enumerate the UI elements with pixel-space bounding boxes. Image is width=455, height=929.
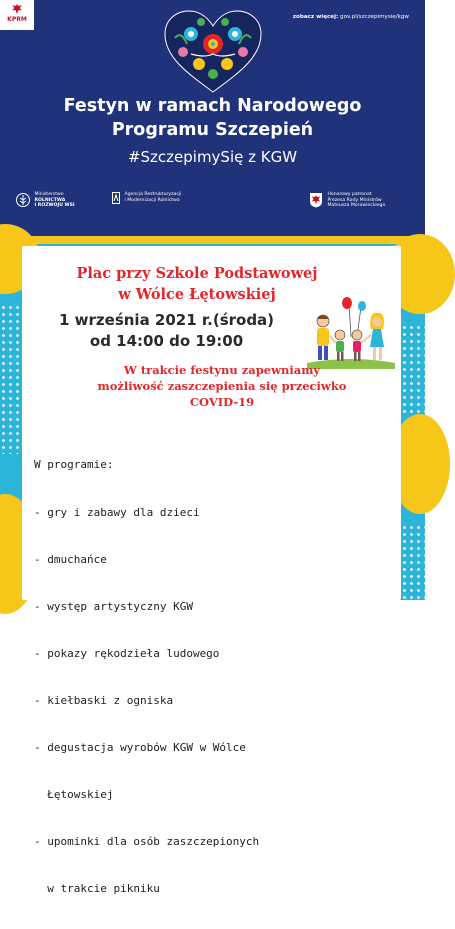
event-place-line2: w Wólce Łętowskiej [118, 286, 276, 303]
ministry-logo [16, 192, 75, 209]
ministry-wheat-icon [16, 192, 30, 208]
program-item: - kiełbaski z ogniska [34, 693, 174, 707]
event-date-line1: 1 września 2021 r.(środa) [59, 311, 275, 329]
program-list [34, 426, 394, 929]
program-item: - degustacja wyrobów KGW w Wólce [34, 741, 246, 755]
banner-title-line1: Festyn w ramach Narodowego [63, 96, 362, 116]
event-place-line1: Plac przy Szkole Podstawowej [76, 265, 318, 282]
banner-title [0, 94, 425, 142]
ministry-line1: Ministerstwo [34, 192, 64, 197]
patron-line1: Honorowy patronat [327, 192, 372, 197]
folk-heart-icon [161, 8, 265, 94]
program-heading: W programie: [34, 458, 114, 472]
agency-line1: Agencja Restrukturyzacji [124, 192, 182, 197]
program-item: - dmuchańce [34, 552, 107, 566]
top-banner [0, 0, 425, 240]
kprm-label: KPRM [7, 16, 27, 23]
offer-line3: COVID-19 [189, 395, 255, 409]
program-item: w trakcie pikniku [34, 882, 160, 896]
program-item: Łętowskiej [34, 788, 114, 802]
event-date-line2: od 14:00 do 19:00 [89, 332, 244, 350]
ministry-line2: ROLNICTWA [34, 197, 66, 203]
offer-line1: W trakcie festynu zapewniamy [123, 363, 321, 377]
program-item: - upominki dla osób zaszczepionych [34, 835, 260, 849]
family-illustration [307, 297, 395, 369]
patron-line2: Prezesa Rady Ministrów [327, 197, 382, 203]
banner-hashtag: #SzczepimySię z KGW [127, 148, 298, 166]
agency-logo [112, 192, 181, 204]
dots-pattern-bottom-right [401, 524, 425, 600]
program-item: - gry i zabawy dla dzieci [34, 505, 200, 519]
ministry-line3: I ROZWOJU WSI [34, 203, 75, 208]
patron-line3: Mateusza Morawieckiego [327, 203, 386, 208]
more-info-url[interactable]: gov.pl/szczepimysie/kgw [340, 14, 409, 20]
yellow-divider [0, 236, 425, 244]
kprm-logo [0, 0, 34, 30]
more-info-label: zobacz więcej: [292, 14, 339, 20]
agency-icon [112, 192, 120, 204]
offer-line2: możliwość zaszczepienia się przeciwko [97, 379, 347, 393]
event-date [59, 310, 274, 352]
banner-title-line2: Programu Szczepień [111, 120, 314, 140]
poland-eagle-icon [309, 192, 323, 208]
agency-line2: i Modernizacji Rolnictwa [124, 197, 180, 203]
program-item: - występ artystyczny KGW [34, 599, 193, 613]
patron-logo [309, 192, 385, 209]
dots-pattern-right [401, 324, 425, 414]
info-card [22, 246, 401, 896]
eagle-icon [11, 3, 23, 15]
dots-pattern-left [0, 304, 22, 454]
vaccination-offer [62, 362, 382, 410]
more-info-link[interactable] [293, 14, 409, 20]
program-item: - pokazy rękodzieła ludowego [34, 646, 220, 660]
event-poster [0, 244, 425, 896]
event-place [52, 263, 342, 305]
